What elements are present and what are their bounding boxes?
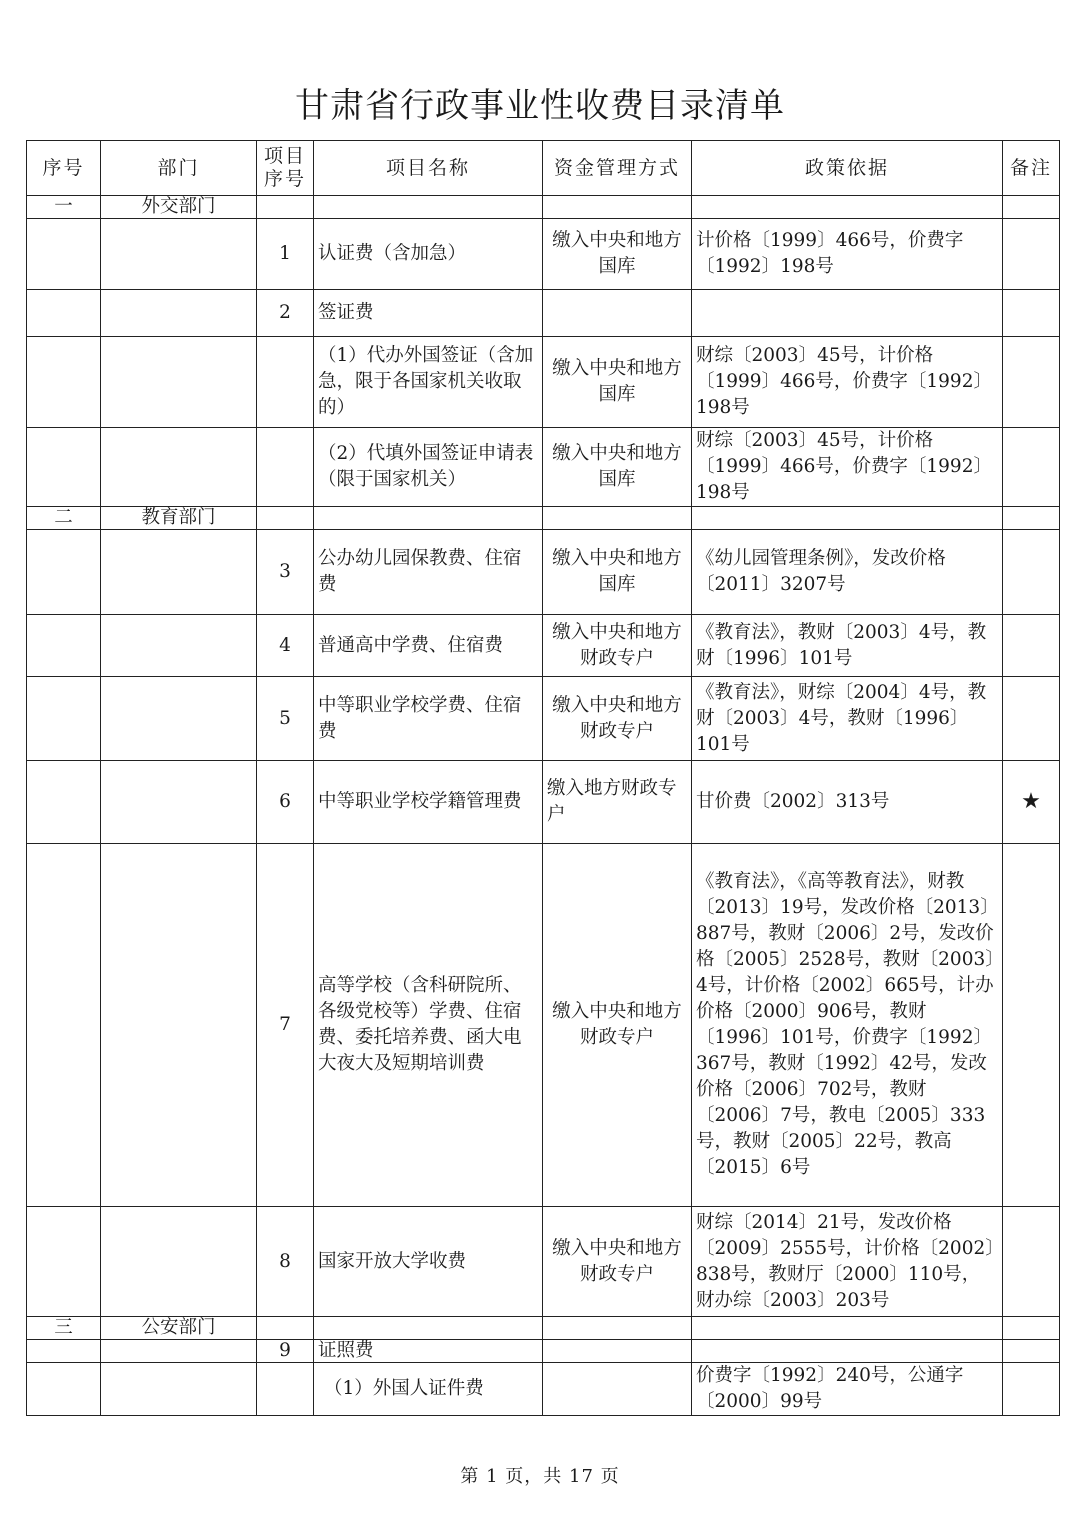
item-fund	[543, 290, 692, 337]
item-name: 签证费	[314, 290, 543, 337]
table-row	[27, 1340, 1060, 1363]
item-note	[1003, 337, 1060, 428]
item-note	[1003, 428, 1060, 507]
item-basis	[692, 1340, 1003, 1363]
item-no	[257, 337, 314, 428]
header-note: 备注	[1003, 141, 1060, 196]
document-title: 甘肃省行政事业性收费目录清单	[295, 86, 785, 126]
item-basis	[692, 290, 1003, 337]
section-row	[27, 507, 1060, 530]
item-no: 7	[257, 844, 314, 1207]
item-basis: 《幼儿园管理条例》，发改价格〔2011〕3207号	[692, 530, 1003, 615]
item-no: 5	[257, 677, 314, 761]
item-name: 证照费	[314, 1340, 543, 1363]
header-basis: 政策依据	[692, 141, 1003, 196]
section-dept: 教育部门	[101, 507, 257, 530]
section-seq: 三	[27, 1317, 101, 1340]
item-name: 国家开放大学收费	[314, 1207, 543, 1317]
table-row	[27, 1363, 1060, 1416]
item-note	[1003, 615, 1060, 677]
table-row	[27, 1207, 1060, 1317]
section-seq: 二	[27, 507, 101, 530]
fee-catalog-table	[26, 140, 1060, 1416]
item-no	[257, 428, 314, 507]
table-row	[27, 677, 1060, 761]
item-no: 9	[257, 1340, 314, 1363]
item-fund: 缴入中央和地方财政专户	[543, 615, 692, 677]
table-row	[27, 337, 1060, 428]
item-note	[1003, 530, 1060, 615]
item-fund	[543, 1363, 692, 1416]
item-fund: 缴入地方财政专户	[543, 761, 692, 844]
section-seq: 一	[27, 196, 101, 219]
item-no: 6	[257, 761, 314, 844]
table-row	[27, 761, 1060, 844]
table-row	[27, 530, 1060, 615]
section-row	[27, 196, 1060, 219]
item-no: 1	[257, 219, 314, 290]
item-basis: 财综〔2003〕45号，计价格〔1999〕466号，价费字〔1992〕198号	[692, 428, 1003, 507]
section-dept: 公安部门	[101, 1317, 257, 1340]
item-basis: 《教育法》，教财〔2003〕4号，教财〔1996〕101号	[692, 615, 1003, 677]
item-note	[1003, 1363, 1060, 1416]
table-row	[27, 844, 1060, 1207]
item-name: （1）外国人证件费	[314, 1363, 543, 1416]
table-row	[27, 428, 1060, 507]
item-fund: 缴入中央和地方国库	[543, 219, 692, 290]
item-fund: 缴入中央和地方国库	[543, 428, 692, 507]
item-name: 普通高中学费、住宿费	[314, 615, 543, 677]
header-fund: 资金管理方式	[543, 141, 692, 196]
header-dept: 部门	[101, 141, 257, 196]
item-fund: 缴入中央和地方国库	[543, 337, 692, 428]
header-name: 项目名称	[314, 141, 543, 196]
item-fund: 缴入中央和地方财政专户	[543, 844, 692, 1207]
item-name: （2）代填外国签证申请表（限于国家机关）	[314, 428, 543, 507]
item-name: 认证费（含加急）	[314, 219, 543, 290]
page-footer: 第 1 页，共 17 页	[460, 1466, 620, 1487]
item-note	[1003, 219, 1060, 290]
item-name: 高等学校（含科研院所、各级党校等）学费、住宿费、委托培养费、函大电大夜大及短期培训费	[314, 844, 543, 1207]
item-basis: 价费字〔1992〕240号，公通字〔2000〕99号	[692, 1363, 1003, 1416]
table-header-row	[27, 141, 1060, 196]
item-no: 8	[257, 1207, 314, 1317]
item-fund: 缴入中央和地方财政专户	[543, 677, 692, 761]
item-basis: 《教育法》，《高等教育法》，财教〔2013〕19号，发改价格〔2013〕887号，教财〔2006〕2号，发改价格〔2005〕2528号，教财〔2003〕4号，计价格〔2002〕665号，计办价格〔2000〕906号，教财〔1996〕101号，价费字〔1992〕367号，教财〔1992〕42号，发改价格〔2006〕702号，教财〔2006〕7号，教电〔2005〕333号，教财〔2005〕22号，教高〔2015〕6号	[692, 844, 1003, 1207]
star-mark: ★	[1003, 761, 1060, 844]
item-name: （1）代办外国签证（含加急，限于各国家机关收取的）	[314, 337, 543, 428]
item-no: 3	[257, 530, 314, 615]
item-name: 中等职业学校学籍管理费	[314, 761, 543, 844]
item-note	[1003, 844, 1060, 1207]
item-basis: 财综〔2014〕21号，发改价格〔2009〕2555号，计价格〔2002〕838号，教财厅〔2000〕110号，财办综〔2003〕203号	[692, 1207, 1003, 1317]
header-item-seq: 项目序号	[257, 141, 314, 196]
item-basis: 财综〔2003〕45号，计价格〔1999〕466号，价费字〔1992〕198号	[692, 337, 1003, 428]
table-row	[27, 615, 1060, 677]
item-basis: 计价格〔1999〕466号，价费字〔1992〕198号	[692, 219, 1003, 290]
item-name: 公办幼儿园保教费、住宿费	[314, 530, 543, 615]
item-fund: 缴入中央和地方财政专户	[543, 1207, 692, 1317]
item-basis: 《教育法》，财综〔2004〕4号，教财〔2003〕4号，教财〔1996〕101号	[692, 677, 1003, 761]
table-row	[27, 219, 1060, 290]
item-basis: 甘价费〔2002〕313号	[692, 761, 1003, 844]
item-note	[1003, 1340, 1060, 1363]
header-seq: 序号	[27, 141, 101, 196]
item-fund	[543, 1340, 692, 1363]
table-row	[27, 290, 1060, 337]
item-note	[1003, 290, 1060, 337]
item-fund: 缴入中央和地方国库	[543, 530, 692, 615]
section-row	[27, 1317, 1060, 1340]
item-name: 中等职业学校学费、住宿费	[314, 677, 543, 761]
item-no	[257, 1363, 314, 1416]
item-no: 4	[257, 615, 314, 677]
item-no: 2	[257, 290, 314, 337]
item-note	[1003, 677, 1060, 761]
section-dept: 外交部门	[101, 196, 257, 219]
item-note	[1003, 1207, 1060, 1317]
